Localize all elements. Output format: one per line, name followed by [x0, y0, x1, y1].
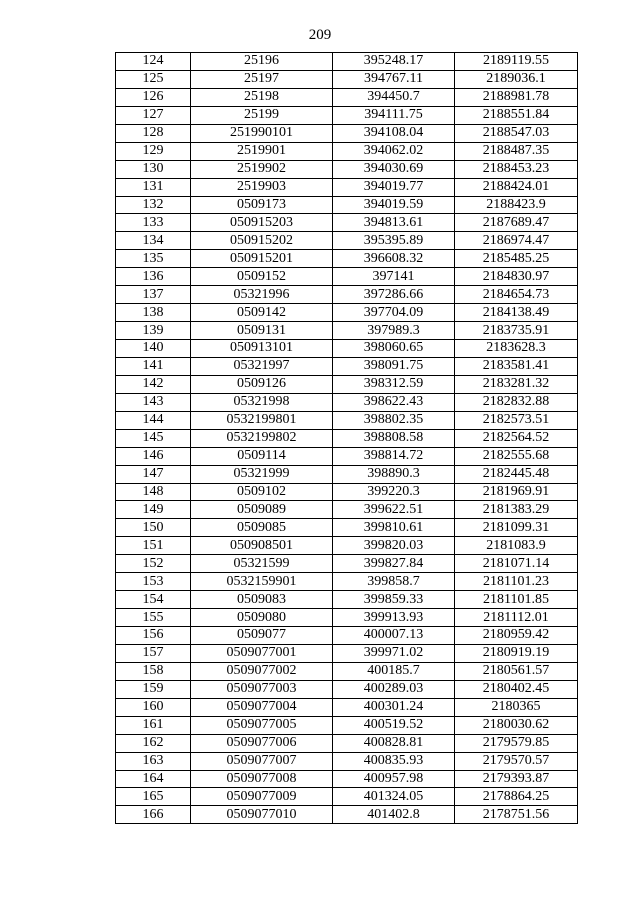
table-row — [116, 734, 578, 752]
table-row — [116, 429, 578, 447]
x-coordinate-cell: 397989.3 — [333, 322, 455, 340]
row-index-cell: 162 — [116, 734, 191, 752]
table-row — [116, 447, 578, 465]
y-coordinate-cell: 2181101.85 — [455, 591, 578, 609]
x-coordinate-cell: 397704.09 — [333, 304, 455, 322]
table-row — [116, 627, 578, 645]
point-id-cell: 25197 — [191, 70, 333, 88]
row-index-cell: 158 — [116, 662, 191, 680]
y-coordinate-cell: 2186974.47 — [455, 232, 578, 250]
x-coordinate-cell: 395248.17 — [333, 53, 455, 71]
point-id-cell: 05321999 — [191, 465, 333, 483]
x-coordinate-cell: 394062.02 — [333, 142, 455, 160]
x-coordinate-cell: 400185.7 — [333, 662, 455, 680]
table-row — [116, 304, 578, 322]
point-id-cell: 0509077004 — [191, 698, 333, 716]
row-index-cell: 128 — [116, 124, 191, 142]
table-row — [116, 752, 578, 770]
table-row — [116, 160, 578, 178]
y-coordinate-cell: 2183735.91 — [455, 322, 578, 340]
row-index-cell: 139 — [116, 322, 191, 340]
y-coordinate-cell: 2188453.23 — [455, 160, 578, 178]
point-id-cell: 25196 — [191, 53, 333, 71]
row-index-cell: 150 — [116, 519, 191, 537]
x-coordinate-cell: 398814.72 — [333, 447, 455, 465]
table-body — [116, 53, 578, 824]
table-row — [116, 357, 578, 375]
point-id-cell: 0532199801 — [191, 411, 333, 429]
point-id-cell: 05321996 — [191, 286, 333, 304]
y-coordinate-cell: 2182832.88 — [455, 393, 578, 411]
point-id-cell: 0509085 — [191, 519, 333, 537]
point-id-cell: 050908501 — [191, 537, 333, 555]
table-row — [116, 788, 578, 806]
table-row — [116, 268, 578, 286]
table-row — [116, 340, 578, 358]
table-row — [116, 250, 578, 268]
y-coordinate-cell: 2180030.62 — [455, 716, 578, 734]
table-row — [116, 662, 578, 680]
table-row — [116, 142, 578, 160]
row-index-cell: 151 — [116, 537, 191, 555]
point-id-cell: 0509080 — [191, 609, 333, 627]
point-id-cell: 2519902 — [191, 160, 333, 178]
row-index-cell: 138 — [116, 304, 191, 322]
coordinates-table — [115, 52, 578, 824]
point-id-cell: 0509077010 — [191, 806, 333, 824]
x-coordinate-cell: 400519.52 — [333, 716, 455, 734]
row-index-cell: 157 — [116, 644, 191, 662]
table-row — [116, 322, 578, 340]
row-index-cell: 144 — [116, 411, 191, 429]
x-coordinate-cell: 398091.75 — [333, 357, 455, 375]
y-coordinate-cell: 2181071.14 — [455, 555, 578, 573]
table-row — [116, 214, 578, 232]
x-coordinate-cell: 398622.43 — [333, 393, 455, 411]
point-id-cell: 0509077008 — [191, 770, 333, 788]
x-coordinate-cell: 395395.89 — [333, 232, 455, 250]
y-coordinate-cell: 2188981.78 — [455, 88, 578, 106]
point-id-cell: 251990101 — [191, 124, 333, 142]
y-coordinate-cell: 2182573.51 — [455, 411, 578, 429]
row-index-cell: 147 — [116, 465, 191, 483]
row-index-cell: 165 — [116, 788, 191, 806]
x-coordinate-cell: 397141 — [333, 268, 455, 286]
y-coordinate-cell: 2181099.31 — [455, 519, 578, 537]
table-row — [116, 70, 578, 88]
x-coordinate-cell: 399859.33 — [333, 591, 455, 609]
y-coordinate-cell: 2178751.56 — [455, 806, 578, 824]
table-row — [116, 555, 578, 573]
y-coordinate-cell: 2180402.45 — [455, 680, 578, 698]
table-row — [116, 644, 578, 662]
table-row — [116, 411, 578, 429]
row-index-cell: 146 — [116, 447, 191, 465]
point-id-cell: 0509077 — [191, 627, 333, 645]
y-coordinate-cell: 2188487.35 — [455, 142, 578, 160]
x-coordinate-cell: 394019.59 — [333, 196, 455, 214]
row-index-cell: 152 — [116, 555, 191, 573]
row-index-cell: 131 — [116, 178, 191, 196]
y-coordinate-cell: 2178864.25 — [455, 788, 578, 806]
y-coordinate-cell: 2180365 — [455, 698, 578, 716]
y-coordinate-cell: 2188424.01 — [455, 178, 578, 196]
y-coordinate-cell: 2181101.23 — [455, 573, 578, 591]
row-index-cell: 159 — [116, 680, 191, 698]
x-coordinate-cell: 401324.05 — [333, 788, 455, 806]
x-coordinate-cell: 400828.81 — [333, 734, 455, 752]
table-row — [116, 232, 578, 250]
row-index-cell: 133 — [116, 214, 191, 232]
x-coordinate-cell: 399858.7 — [333, 573, 455, 591]
table-row — [116, 501, 578, 519]
x-coordinate-cell: 394030.69 — [333, 160, 455, 178]
table-row — [116, 393, 578, 411]
y-coordinate-cell: 2189119.55 — [455, 53, 578, 71]
point-id-cell: 0509077006 — [191, 734, 333, 752]
x-coordinate-cell: 394813.61 — [333, 214, 455, 232]
row-index-cell: 141 — [116, 357, 191, 375]
y-coordinate-cell: 2189036.1 — [455, 70, 578, 88]
x-coordinate-cell: 394108.04 — [333, 124, 455, 142]
point-id-cell: 0509077007 — [191, 752, 333, 770]
x-coordinate-cell: 394450.7 — [333, 88, 455, 106]
point-id-cell: 0509126 — [191, 375, 333, 393]
point-id-cell: 0509077003 — [191, 680, 333, 698]
point-id-cell: 0509173 — [191, 196, 333, 214]
y-coordinate-cell: 2183581.41 — [455, 357, 578, 375]
point-id-cell: 25198 — [191, 88, 333, 106]
x-coordinate-cell: 399820.03 — [333, 537, 455, 555]
point-id-cell: 0509077001 — [191, 644, 333, 662]
point-id-cell: 0509152 — [191, 268, 333, 286]
table-row — [116, 591, 578, 609]
y-coordinate-cell: 2188423.9 — [455, 196, 578, 214]
table-row — [116, 196, 578, 214]
row-index-cell: 135 — [116, 250, 191, 268]
x-coordinate-cell: 400289.03 — [333, 680, 455, 698]
row-index-cell: 155 — [116, 609, 191, 627]
x-coordinate-cell: 398060.65 — [333, 340, 455, 358]
x-coordinate-cell: 397286.66 — [333, 286, 455, 304]
row-index-cell: 148 — [116, 483, 191, 501]
y-coordinate-cell: 2185485.25 — [455, 250, 578, 268]
point-id-cell: 25199 — [191, 106, 333, 124]
row-index-cell: 143 — [116, 393, 191, 411]
x-coordinate-cell: 399827.84 — [333, 555, 455, 573]
page-number: 209 — [308, 27, 332, 43]
y-coordinate-cell: 2183281.32 — [455, 375, 578, 393]
row-index-cell: 156 — [116, 627, 191, 645]
x-coordinate-cell: 400835.93 — [333, 752, 455, 770]
y-coordinate-cell: 2182555.68 — [455, 447, 578, 465]
point-id-cell: 0509131 — [191, 322, 333, 340]
point-id-cell: 2519901 — [191, 142, 333, 160]
y-coordinate-cell: 2180959.42 — [455, 627, 578, 645]
y-coordinate-cell: 2181969.91 — [455, 483, 578, 501]
y-coordinate-cell: 2181112.01 — [455, 609, 578, 627]
point-id-cell: 0509089 — [191, 501, 333, 519]
row-index-cell: 163 — [116, 752, 191, 770]
row-index-cell: 166 — [116, 806, 191, 824]
x-coordinate-cell: 398808.58 — [333, 429, 455, 447]
table-row — [116, 483, 578, 501]
y-coordinate-cell: 2179579.85 — [455, 734, 578, 752]
y-coordinate-cell: 2179570.57 — [455, 752, 578, 770]
row-index-cell: 164 — [116, 770, 191, 788]
x-coordinate-cell: 398802.35 — [333, 411, 455, 429]
x-coordinate-cell: 400301.24 — [333, 698, 455, 716]
row-index-cell: 129 — [116, 142, 191, 160]
row-index-cell: 140 — [116, 340, 191, 358]
table-row — [116, 465, 578, 483]
x-coordinate-cell: 399220.3 — [333, 483, 455, 501]
point-id-cell: 050915202 — [191, 232, 333, 250]
x-coordinate-cell: 401402.8 — [333, 806, 455, 824]
table-row — [116, 519, 578, 537]
y-coordinate-cell: 2184138.49 — [455, 304, 578, 322]
row-index-cell: 137 — [116, 286, 191, 304]
point-id-cell: 050915201 — [191, 250, 333, 268]
table-row — [116, 573, 578, 591]
table-row — [116, 680, 578, 698]
point-id-cell: 050913101 — [191, 340, 333, 358]
x-coordinate-cell: 399913.93 — [333, 609, 455, 627]
x-coordinate-cell: 394019.77 — [333, 178, 455, 196]
row-index-cell: 149 — [116, 501, 191, 519]
point-id-cell: 2519903 — [191, 178, 333, 196]
table-row — [116, 716, 578, 734]
y-coordinate-cell: 2181083.9 — [455, 537, 578, 555]
table-row — [116, 124, 578, 142]
x-coordinate-cell: 394111.75 — [333, 106, 455, 124]
row-index-cell: 154 — [116, 591, 191, 609]
table-row — [116, 286, 578, 304]
table-row — [116, 537, 578, 555]
table-row — [116, 698, 578, 716]
row-index-cell: 130 — [116, 160, 191, 178]
row-index-cell: 124 — [116, 53, 191, 71]
y-coordinate-cell: 2182564.52 — [455, 429, 578, 447]
row-index-cell: 160 — [116, 698, 191, 716]
row-index-cell: 136 — [116, 268, 191, 286]
table-row — [116, 806, 578, 824]
x-coordinate-cell: 398312.59 — [333, 375, 455, 393]
y-coordinate-cell: 2180561.57 — [455, 662, 578, 680]
point-id-cell: 0509102 — [191, 483, 333, 501]
point-id-cell: 0532159901 — [191, 573, 333, 591]
point-id-cell: 0532199802 — [191, 429, 333, 447]
y-coordinate-cell: 2184830.97 — [455, 268, 578, 286]
x-coordinate-cell: 399810.61 — [333, 519, 455, 537]
table-row — [116, 88, 578, 106]
x-coordinate-cell: 400007.13 — [333, 627, 455, 645]
y-coordinate-cell: 2188547.03 — [455, 124, 578, 142]
y-coordinate-cell: 2183628.3 — [455, 340, 578, 358]
point-id-cell: 0509114 — [191, 447, 333, 465]
row-index-cell: 134 — [116, 232, 191, 250]
point-id-cell: 0509083 — [191, 591, 333, 609]
y-coordinate-cell: 2188551.84 — [455, 106, 578, 124]
table-row — [116, 609, 578, 627]
x-coordinate-cell: 396608.32 — [333, 250, 455, 268]
table-row — [116, 106, 578, 124]
y-coordinate-cell: 2182445.48 — [455, 465, 578, 483]
point-id-cell: 0509077002 — [191, 662, 333, 680]
x-coordinate-cell: 399622.51 — [333, 501, 455, 519]
row-index-cell: 145 — [116, 429, 191, 447]
point-id-cell: 05321997 — [191, 357, 333, 375]
row-index-cell: 132 — [116, 196, 191, 214]
x-coordinate-cell: 398890.3 — [333, 465, 455, 483]
table-row — [116, 53, 578, 71]
point-id-cell: 05321998 — [191, 393, 333, 411]
row-index-cell: 125 — [116, 70, 191, 88]
y-coordinate-cell: 2181383.29 — [455, 501, 578, 519]
row-index-cell: 127 — [116, 106, 191, 124]
point-id-cell: 0509077009 — [191, 788, 333, 806]
y-coordinate-cell: 2187689.47 — [455, 214, 578, 232]
point-id-cell: 0509077005 — [191, 716, 333, 734]
y-coordinate-cell: 2179393.87 — [455, 770, 578, 788]
y-coordinate-cell: 2180919.19 — [455, 644, 578, 662]
point-id-cell: 05321599 — [191, 555, 333, 573]
row-index-cell: 126 — [116, 88, 191, 106]
y-coordinate-cell: 2184654.73 — [455, 286, 578, 304]
row-index-cell: 153 — [116, 573, 191, 591]
table-row — [116, 178, 578, 196]
table-row — [116, 375, 578, 393]
table-row — [116, 770, 578, 788]
point-id-cell: 050915203 — [191, 214, 333, 232]
x-coordinate-cell: 394767.11 — [333, 70, 455, 88]
point-id-cell: 0509142 — [191, 304, 333, 322]
x-coordinate-cell: 399971.02 — [333, 644, 455, 662]
x-coordinate-cell: 400957.98 — [333, 770, 455, 788]
row-index-cell: 161 — [116, 716, 191, 734]
row-index-cell: 142 — [116, 375, 191, 393]
